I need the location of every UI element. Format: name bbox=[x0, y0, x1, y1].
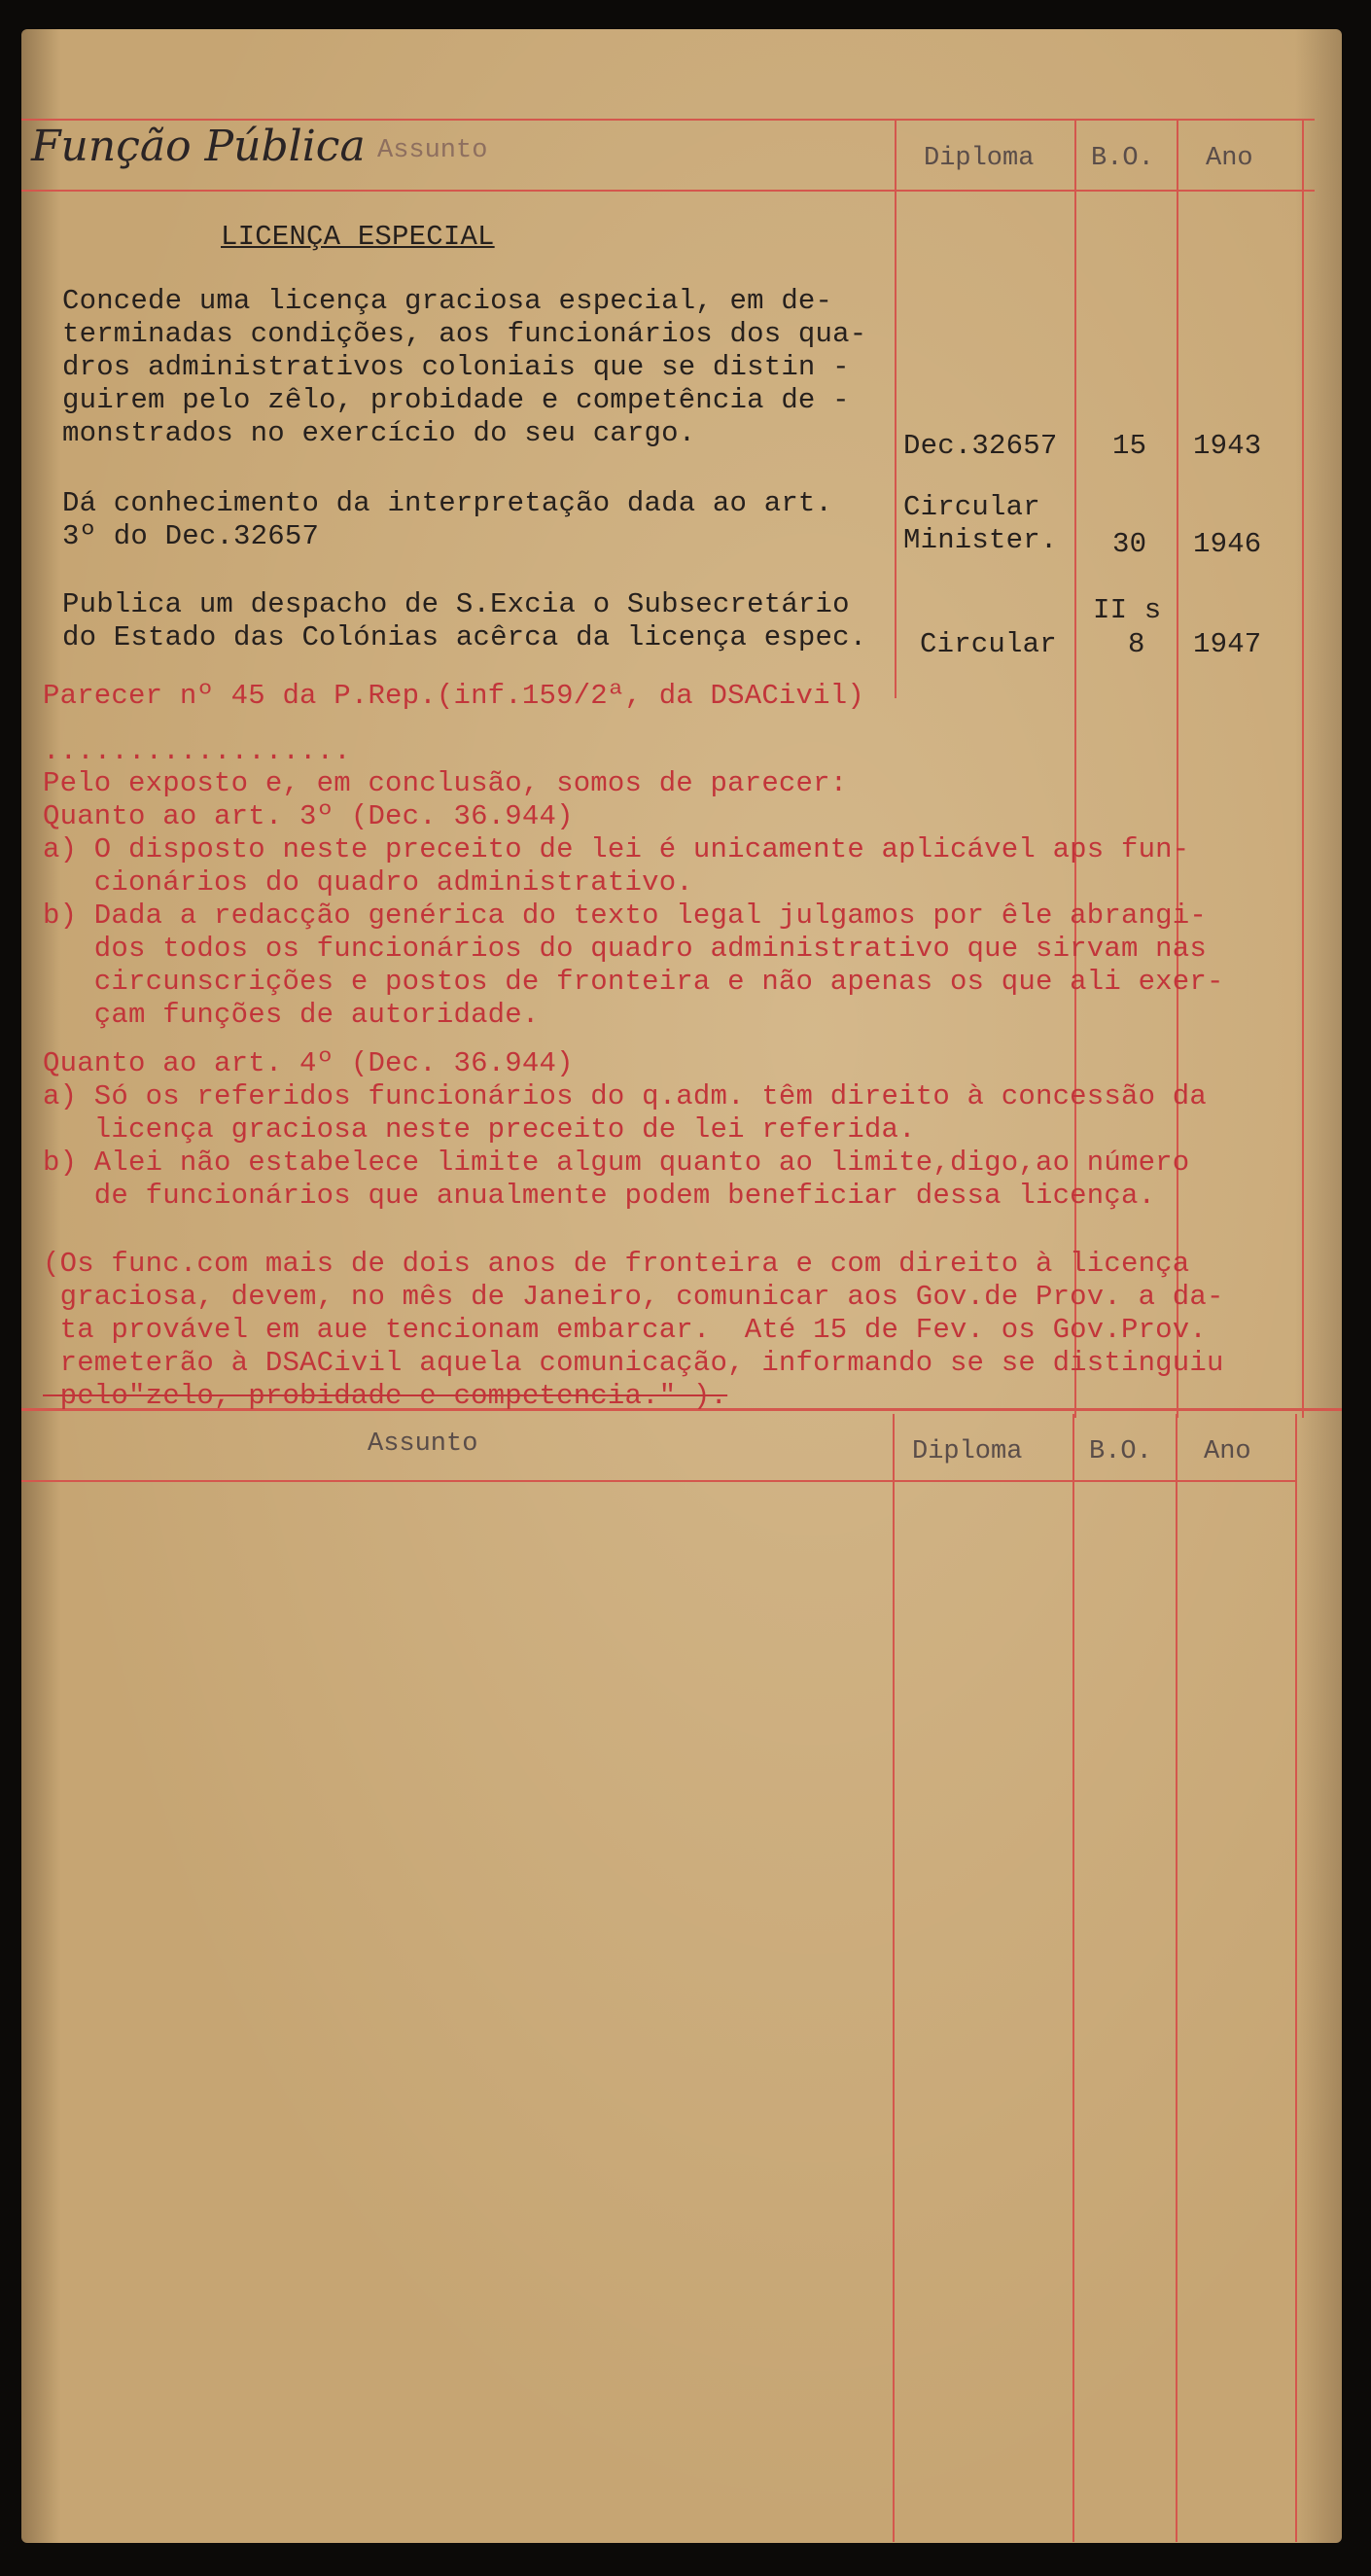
header-ano: Ano bbox=[1206, 144, 1253, 173]
entry-1-line: monstrados no exercício do seu cargo. bbox=[62, 417, 696, 449]
col2-rule-bo bbox=[1072, 1414, 1074, 2542]
parecer-line: Quanto ao art. 3º (Dec. 36.944) bbox=[43, 800, 574, 832]
handwritten-title: Função Pública bbox=[31, 122, 366, 171]
col2-rule-ano bbox=[1176, 1414, 1178, 2542]
entry-3-bo: II s bbox=[1093, 594, 1162, 626]
parecer-line: b) Alei não estabelece limite algum quanto ao limite,digo,ao número bbox=[43, 1147, 1190, 1179]
parecer-line: dos todos os funcionários do quadro administrativo que sirvam nas bbox=[43, 933, 1207, 965]
entry-2-line: 3º do Dec.32657 bbox=[62, 520, 320, 552]
col2-rule-right bbox=[1295, 1414, 1297, 2542]
entry-2-diploma: Minister. bbox=[903, 524, 1058, 556]
parecer-line: pelo"zelo, probidade e competencia." ). bbox=[43, 1380, 728, 1412]
entry-1-line: Concede uma licença graciosa especial, em de- bbox=[62, 285, 833, 317]
entry-2-ano: 1946 bbox=[1193, 528, 1262, 560]
parecer-line: cionários do quadro administrativo. bbox=[43, 866, 693, 899]
parecer-line: a) O disposto neste preceito de lei é unicamente aplicável aps fun- bbox=[43, 833, 1190, 865]
col-rule-diploma bbox=[895, 119, 896, 698]
entry-3-diploma: Circular bbox=[920, 628, 1057, 660]
parecer-line: çam funções de autoridade. bbox=[43, 999, 540, 1031]
entry-1-line: dros administrativos coloniais que se distin - bbox=[62, 351, 850, 383]
header2-bottom-rule bbox=[21, 1480, 1295, 1482]
col-rule-right bbox=[1302, 119, 1304, 1418]
entry-3-ano: 1947 bbox=[1193, 628, 1262, 660]
header-assunto: Assunto bbox=[377, 136, 488, 165]
parecer-line: .................. bbox=[43, 735, 351, 767]
parecer-line: licença graciosa neste preceito de lei referida. bbox=[43, 1113, 916, 1146]
entry-2-bo: 30 bbox=[1112, 528, 1147, 560]
parecer-line: circunscrições e postos de fronteira e não apenas os que ali exer- bbox=[43, 966, 1224, 998]
parecer-line: (Os func.com mais de dois anos de fronteira e com direito à licença bbox=[43, 1248, 1190, 1280]
col2-rule-diploma bbox=[893, 1414, 895, 2542]
entry-1-bo: 15 bbox=[1112, 430, 1147, 462]
entry-1-line: terminadas condições, aos funcionários dos qua- bbox=[62, 318, 867, 350]
parecer-line: a) Só os referidos funcionários do q.adm. têm direito à concessão da bbox=[43, 1080, 1207, 1112]
header-diploma: Diploma bbox=[924, 144, 1035, 173]
page-title: LICENÇA ESPECIAL bbox=[221, 221, 495, 253]
entry-2-line: Dá conhecimento da interpretação dada ao art. bbox=[62, 487, 833, 519]
header-top-rule bbox=[21, 119, 1315, 121]
entry-3-bo: 8 bbox=[1128, 628, 1145, 660]
header-bottom-rule bbox=[21, 190, 1315, 192]
header2-bo: B.O. bbox=[1089, 1437, 1152, 1466]
entry-1-diploma: Dec.32657 bbox=[903, 430, 1058, 462]
entry-2-diploma: Circular bbox=[903, 491, 1040, 523]
parecer-line: graciosa, devem, no mês de Janeiro, comunicar aos Gov.de Prov. a da- bbox=[43, 1281, 1224, 1313]
col-rule-ano bbox=[1177, 119, 1178, 1418]
entry-3-line: do Estado das Colónias acêrca da licença espec. bbox=[62, 621, 867, 653]
entry-1-ano: 1943 bbox=[1193, 430, 1262, 462]
header2-diploma: Diploma bbox=[912, 1437, 1023, 1466]
parecer-line: remeterão à DSACivil aquela comunicação, informando se se distinguiu bbox=[43, 1347, 1224, 1379]
parecer-line: de funcionários que anualmente podem beneficiar dessa licença. bbox=[43, 1180, 1156, 1212]
header2-assunto: Assunto bbox=[368, 1429, 478, 1459]
parecer-line: Pelo exposto e, em conclusão, somos de parecer: bbox=[43, 767, 848, 799]
parecer-line: Quanto ao art. 4º (Dec. 36.944) bbox=[43, 1047, 574, 1079]
entry-3-line: Publica um despacho de S.Excia o Subsecretário bbox=[62, 588, 850, 620]
parecer-line: b) Dada a redacção genérica do texto legal julgamos por êle abrangi- bbox=[43, 900, 1207, 932]
entry-1-line: guirem pelo zêlo, probidade e competência de - bbox=[62, 384, 850, 416]
index-card bbox=[21, 29, 1342, 2543]
parecer-line: ta provável em aue tencionam embarcar. Até 15 de Fev. os Gov.Prov. bbox=[43, 1314, 1207, 1346]
parecer-line: Parecer nº 45 da P.Rep.(inf.159/2ª, da DSACivil) bbox=[43, 680, 864, 712]
header-bo: B.O. bbox=[1091, 144, 1154, 173]
col-rule-bo bbox=[1074, 119, 1076, 1418]
header2-ano: Ano bbox=[1204, 1437, 1251, 1466]
